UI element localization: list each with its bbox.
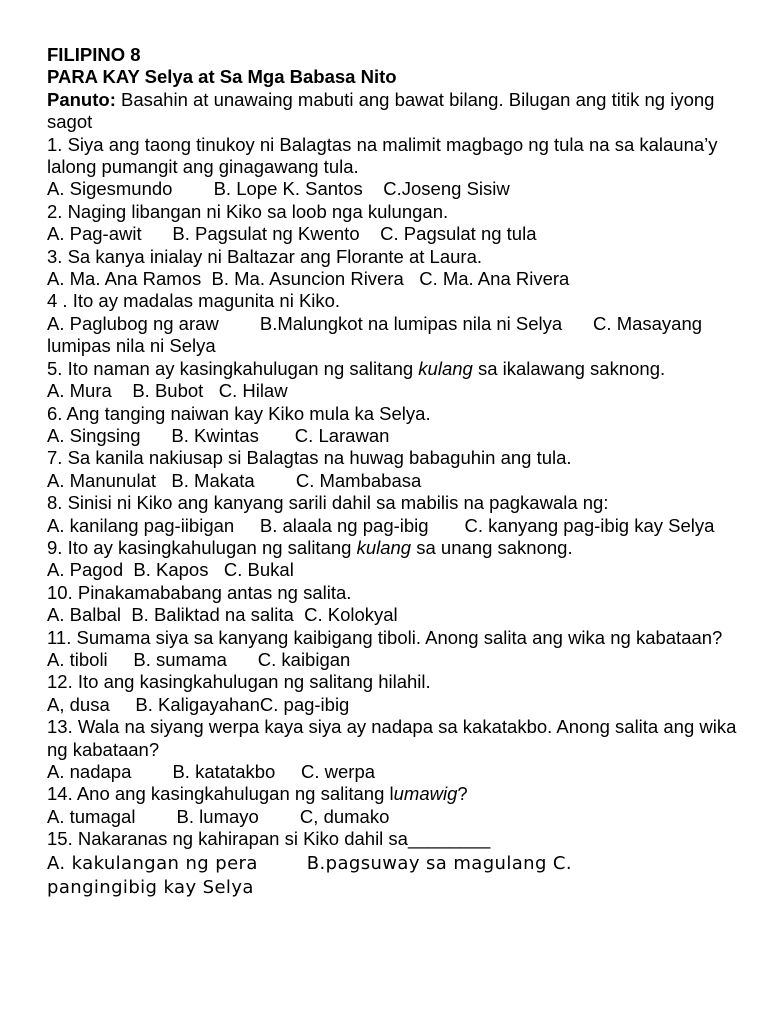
question-15: 15. Nakaranas ng kahirapan si Kiko dahil sa________ xyxy=(47,828,491,850)
instructions xyxy=(47,89,747,134)
instructions-text: Basahin at unawaing mabuti ang bawat bilang. Bilugan ang titik ng iyong sagot xyxy=(47,88,715,133)
worksheet-title: PARA KAY Selya at Sa Mga Babasa Nito xyxy=(47,66,397,88)
choices-7: A. Manunulat B. Makata C. Mambabasa xyxy=(47,469,422,491)
subject-heading: FILIPINO 8 xyxy=(47,44,141,65)
question-14-emphasis: umawig xyxy=(393,783,458,805)
choices-15: A. kakulangan ng pera B.pagsuway sa magulang C. pangingibig kay Selya xyxy=(47,852,579,898)
choices-12: A, dusa B. KaligayahanC. pag-ibig xyxy=(47,693,350,715)
choices-14: A. tumagal B. lumayo C, dumako xyxy=(47,805,390,827)
question-5-emphasis: kulang xyxy=(418,357,473,379)
choices-8: A. kanilang pag-iibigan B. alaala ng pag-ibig C. kanyang pag-ibig kay Selya xyxy=(47,514,715,536)
choices-6: A. Singsing B. Kwintas C. Larawan xyxy=(47,424,390,446)
question-10: 10. Pinakamababang antas ng salita. xyxy=(47,581,352,603)
question-11: 11. Sumama siya sa kanyang kaibigang tiboli. Anong salita ang wika ng kabataan? xyxy=(47,626,723,648)
choices-1: A. Sigesmundo B. Lope K. Santos C.Joseng Sisiw xyxy=(47,178,510,200)
instructions-label: Panuto: xyxy=(47,88,116,110)
question-14-text-end: ? xyxy=(457,783,468,805)
question-4: 4 . Ito ay madalas magunita ni Kiko. xyxy=(47,290,341,312)
question-9-text-start: 9. Ito ay kasingkahulugan ng salitang xyxy=(47,536,357,558)
choices-13: A. nadapa B. katatakbo C. werpa xyxy=(47,761,376,782)
choices-3: A. Ma. Ana Ramos B. Ma. Asuncion Rivera C. Ma. Ana Rivera xyxy=(47,268,570,290)
question-9-emphasis: kulang xyxy=(356,536,412,558)
question-13: 13. Wala na siyang werpa kaya siya ay nadapa sa kakatakbo. Anong salita ang wika ng kabataan? xyxy=(47,716,737,760)
choices-5: A. Mura B. Bubot C. Hilaw xyxy=(47,380,288,402)
question-5-text-start: 5. Ito naman ay kasingkahulugan ng salitang xyxy=(47,357,419,379)
question-6: 6. Ang tanging naiwan kay Kiko mula ka Selya. xyxy=(47,402,431,424)
question-12: 12. Ito ang kasingkahulugan ng salitang hilahil. xyxy=(47,671,431,693)
choices-10: A. Balbal B. Baliktad na salita C. Kolokyal xyxy=(47,604,398,626)
choices-4: A. Paglubog ng araw B.Malungkot na lumipas nila ni Selya C. Masayang lumipas nila ni Selya xyxy=(47,312,708,357)
choices-2: A. Pag-awit B. Pagsulat ng Kwento C. Pagsulat ng tula xyxy=(47,223,537,245)
question-14 xyxy=(47,783,747,805)
question-8: 8. Sinisi ni Kiko ang kanyang sarili dahil sa mabilis na pagkawala ng: xyxy=(47,492,609,514)
question-9 xyxy=(47,537,747,559)
question-5 xyxy=(47,358,747,380)
question-14-text-start: 14. Ano ang kasingkahulugan ng salitang l xyxy=(47,783,394,805)
question-7: 7. Sa kanila nakiusap si Balagtas na huwag babaguhin ang tula. xyxy=(47,447,572,469)
worksheet-document xyxy=(47,44,747,900)
choices-11: A. tiboli B. sumama C. kaibigan xyxy=(47,648,351,670)
question-1: 1. Siya ang taong tinukoy ni Balagtas na malimit magbago ng tula na sa kalauna’y lalong pumangit ang ginagawang tula. xyxy=(47,133,718,178)
question-2: 2. Naging libangan ni Kiko sa loob nga kulungan. xyxy=(47,200,449,222)
question-3: 3. Sa kanya inialay ni Baltazar ang Florante at Laura. xyxy=(47,245,483,267)
choices-9: A. Pagod B. Kapos C. Bukal xyxy=(47,559,294,581)
question-5-text-end: sa ikalawang saknong. xyxy=(472,357,666,379)
question-9-text-end: sa unang saknong. xyxy=(411,536,573,558)
